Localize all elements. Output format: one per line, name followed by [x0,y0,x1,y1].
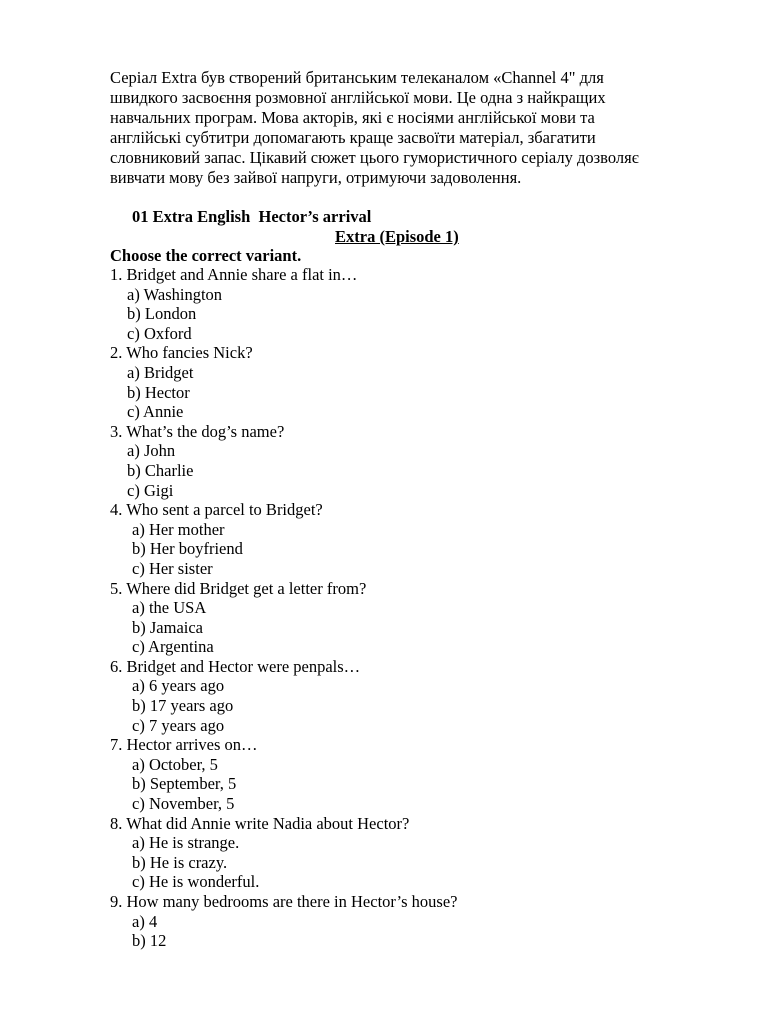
intro-line: англійські субтитри допомагають краще засвоїти матеріал, збагатити [110,128,596,147]
question-block [110,265,710,343]
document-page [110,68,710,951]
question-text: 1. Bridget and Annie share a flat in… [110,265,358,284]
answer-option: c) Argentina [132,637,214,657]
intro-paragraph [110,68,710,188]
answer-option: a) He is strange. [132,833,240,853]
intro-line: навчальних програм. Мова акторів, які є носіями англійської мови та [110,108,595,127]
answer-option: b) London [127,304,197,324]
answer-option: a) Washington [127,284,223,304]
answer-option: b) Charlie [127,460,194,480]
question-block [110,343,710,421]
answer-option: b) 17 years ago [132,696,234,716]
intro-line: Серіал Extra був створений британським телеканалом «Channel 4" для [110,68,604,87]
question-block [110,735,710,813]
answer-option: b) Hector [127,382,190,402]
answer-option: b) Jamaica [132,617,204,637]
question-text: 2. Who fancies Nick? [110,343,253,363]
answer-option: b) September, 5 [132,774,237,794]
task-instruction: Choose the correct variant. [110,246,302,265]
question-block [110,579,710,657]
question-text: 7. Hector arrives on… [110,735,258,755]
intro-line: вивчати мову без зайвої напруги, отримуючи задоволення. [110,168,522,187]
answer-option: c) 7 years ago [132,715,225,735]
intro-line: словниковий запас. Цікавий сюжет цього гумористичного серіалу дозволяє [110,148,639,167]
question-block [110,657,710,735]
answer-option: c) Annie [127,402,184,422]
question-block [110,500,710,578]
answer-option: c) Gigi [127,480,174,500]
answer-option: c) November, 5 [132,794,235,814]
question-text: 3. What’s the dog’s name? [110,421,285,441]
answer-option: b) 12 [132,931,167,951]
answer-option: b) He is crazy. [132,852,228,872]
lesson-heading: 01 Extra English Hector’s arrival [132,207,372,226]
answer-option: a) the USA [132,598,207,618]
answer-option: a) 4 [132,911,158,931]
answer-option: c) He is wonderful. [132,872,260,892]
question-text: 5. Where did Bridget get a letter from? [110,578,367,598]
question-text: 8. What did Annie write Nadia about Hector? [110,813,410,833]
answer-option: a) 6 years ago [132,676,225,696]
question-block [110,814,710,892]
question-list [110,265,710,951]
answer-option: a) October, 5 [132,754,218,774]
question-block [110,892,710,951]
answer-option: a) Bridget [127,362,194,382]
intro-line: швидкого засвоєння розмовної англійської мови. Це одна з найкращих [110,88,606,107]
question-text: 4. Who sent a parcel to Bridget? [110,500,323,520]
answer-option: a) Her mother [132,519,225,539]
answer-option: c) Oxford [127,323,192,343]
question-text: 6. Bridget and Hector were penpals… [110,656,361,676]
answer-option: a) John [127,441,176,461]
episode-subheading: Extra (Episode 1) [335,227,459,246]
question-block [110,422,710,500]
question-text: 9. How many bedrooms are there in Hector’s house? [110,892,458,911]
answer-option: c) Her sister [132,558,213,578]
answer-option: b) Her boyfriend [132,539,243,559]
